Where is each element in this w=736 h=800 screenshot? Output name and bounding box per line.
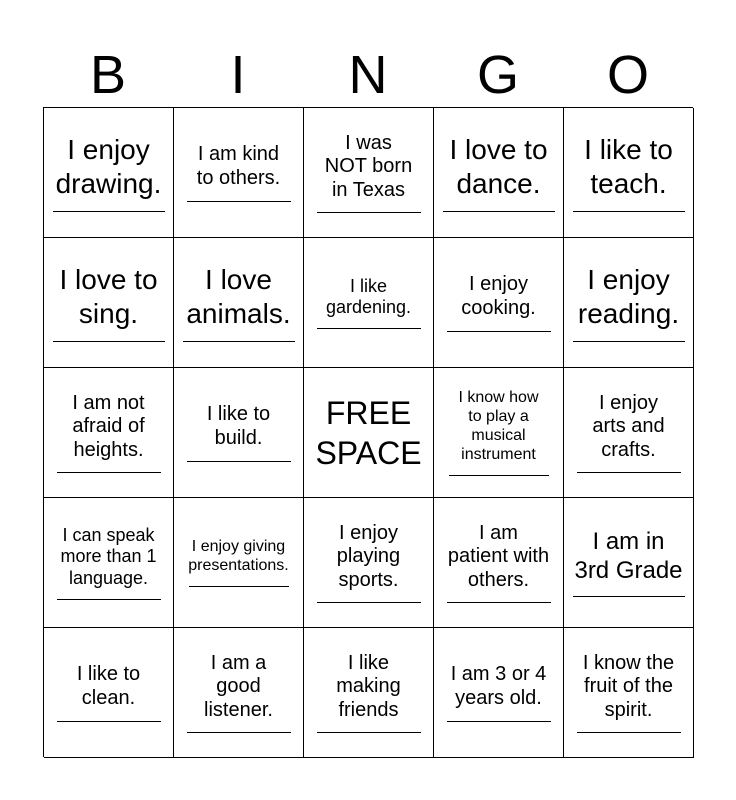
bingo-cell-text: I am patient with others. (447, 521, 550, 591)
bingo-cell-text: I enjoy drawing. (55, 134, 162, 199)
signature-line (447, 602, 551, 603)
signature-line (573, 211, 685, 212)
bingo-cell-text: I like to teach. (584, 134, 673, 199)
bingo-cell-text: I love to sing. (59, 264, 158, 329)
bingo-cell-text: I am a good listener. (204, 651, 273, 721)
bingo-cell[interactable] (564, 368, 694, 498)
bingo-cell-text: I like gardening. (325, 275, 412, 317)
bingo-cell[interactable] (44, 238, 174, 368)
signature-line (447, 331, 551, 332)
bingo-cell[interactable] (44, 108, 174, 238)
bingo-cell[interactable] (434, 238, 564, 368)
bingo-cell-text: I am in 3rd Grade (574, 528, 683, 584)
signature-line (317, 328, 421, 329)
bingo-cell-text: FREE SPACE (315, 394, 422, 471)
signature-line (57, 721, 161, 722)
bingo-cell-text: I enjoy playing sports. (336, 521, 401, 591)
bingo-cell-text: I enjoy cooking. (461, 273, 536, 319)
bingo-cell[interactable] (564, 238, 694, 368)
bingo-cell-text: I am not afraid of heights. (72, 391, 145, 461)
bingo-cell[interactable] (44, 498, 174, 628)
bingo-cell-text: I enjoy giving presentations. (188, 538, 289, 574)
bingo-cell-text: I am 3 or 4 years old. (450, 663, 547, 709)
signature-line (57, 599, 161, 600)
bingo-cell-text: I love animals. (186, 264, 291, 329)
header-letter-i: I (230, 45, 246, 105)
bingo-cell[interactable] (174, 628, 304, 758)
header-letter-b: B (89, 45, 127, 105)
bingo-cell-text: I like making friends (336, 651, 401, 721)
bingo-cell[interactable] (174, 368, 304, 498)
bingo-cell[interactable] (434, 368, 564, 498)
bingo-cell[interactable] (304, 238, 434, 368)
bingo-cell[interactable] (434, 108, 564, 238)
header-letter-g: G (476, 45, 519, 105)
bingo-cell[interactable] (564, 628, 694, 758)
signature-line (53, 211, 165, 212)
signature-line (577, 732, 681, 733)
header-letter-o: O (606, 45, 649, 105)
bingo-cell-text: I am kind to others. (196, 143, 281, 189)
signature-line (187, 461, 291, 462)
signature-line (183, 341, 295, 342)
signature-line (57, 472, 161, 473)
bingo-cell[interactable] (174, 498, 304, 628)
bingo-cell[interactable] (304, 108, 434, 238)
bingo-cell-text: I love to dance. (449, 134, 548, 199)
signature-line (577, 472, 681, 473)
bingo-cell-text: I enjoy reading. (577, 264, 680, 329)
bingo-header (43, 44, 693, 106)
signature-line (189, 586, 289, 587)
bingo-cell[interactable] (304, 628, 434, 758)
bingo-cell[interactable] (174, 238, 304, 368)
bingo-cell-text: I know the fruit of the spirit. (582, 651, 675, 721)
bingo-cell[interactable] (174, 108, 304, 238)
bingo-cell-text: I was NOT born in Texas (324, 131, 413, 201)
signature-line (187, 201, 291, 202)
bingo-board (43, 107, 693, 757)
bingo-cell[interactable] (434, 628, 564, 758)
signature-line (443, 211, 555, 212)
signature-line (317, 732, 421, 733)
bingo-cell-text: I like to build. (206, 403, 271, 449)
bingo-cell[interactable] (44, 368, 174, 498)
bingo-cell[interactable] (564, 108, 694, 238)
bingo-cell[interactable] (44, 628, 174, 758)
signature-line (447, 721, 551, 722)
header-letter-n: N (348, 45, 388, 105)
bingo-cell-text: I can speak more than 1 language. (60, 525, 157, 588)
signature-line (317, 602, 421, 603)
bingo-cell[interactable] (434, 498, 564, 628)
signature-line (573, 341, 685, 342)
free-space-cell[interactable] (304, 368, 434, 498)
bingo-cell[interactable] (304, 498, 434, 628)
bingo-cell-text: I like to clean. (76, 663, 141, 709)
signature-line (317, 212, 421, 213)
bingo-cell-text: I know how to play a musical instrument (458, 389, 539, 463)
signature-line (187, 732, 291, 733)
bingo-cell-text: I enjoy arts and crafts. (592, 391, 665, 461)
signature-line (449, 475, 549, 476)
signature-line (53, 341, 165, 342)
signature-line (573, 596, 685, 597)
bingo-cell[interactable] (564, 498, 694, 628)
